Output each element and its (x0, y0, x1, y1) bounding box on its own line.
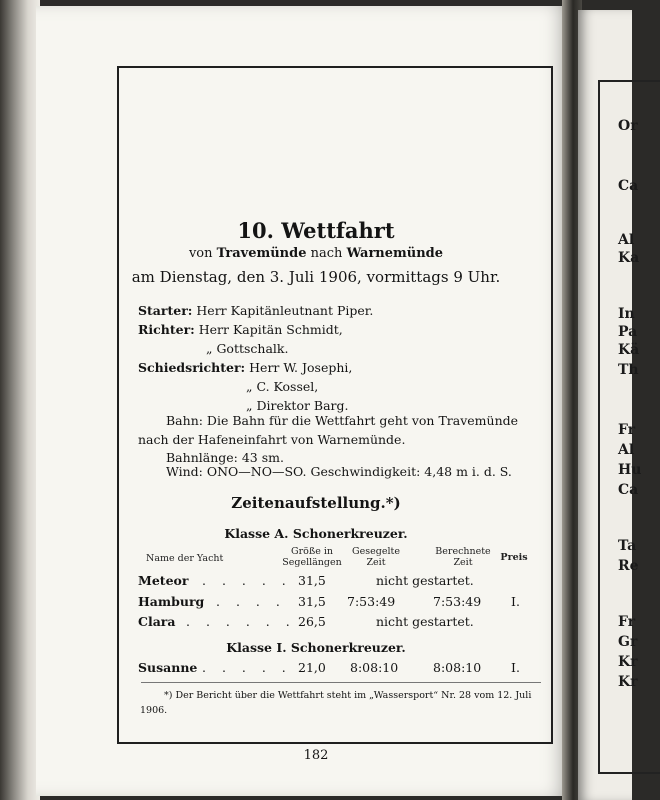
right-page-letter: Ca (618, 178, 639, 194)
right-page-letter: In (618, 306, 635, 322)
table-row-name: Hamburg (138, 594, 205, 609)
starter-label: Starter: (138, 303, 193, 318)
page-number: 182 (303, 748, 329, 763)
bahn-line-2: nach der Hafeneinfahrt von Warnemünde. (138, 432, 406, 447)
klasse-a-heading: Klasse A. Schonerkreuzer. (224, 526, 408, 541)
route-mid: nach (310, 246, 343, 261)
route-to: Warnemünde (346, 246, 444, 261)
route-from: Travemünde (216, 246, 307, 261)
right-page-letter: Al (618, 442, 635, 458)
table-row-dots: . . . . (216, 594, 286, 609)
table-row-name: Meteor (138, 573, 189, 588)
footnote: *) Der Bericht über die Wettfahrt steht im „Wassersport“ Nr. 28 vom 12. Juli 1906. (140, 690, 532, 716)
route-prefix: von (188, 246, 213, 261)
table-row-size: 31,5 (298, 573, 326, 588)
table-row-dots: . . . . . (202, 573, 292, 588)
right-page-letter: Th (618, 362, 639, 378)
bahn-line-1: Bahn: Die Bahn für die Wettfahrt geht von Travemünde (166, 413, 519, 428)
right-page-letter: Fr (618, 422, 636, 438)
schiedsrichter-label: Schiedsrichter: (138, 360, 246, 375)
bahnlaenge-line: Bahnlänge: 43 sm. (166, 450, 284, 465)
right-page-letter: Kä (618, 342, 640, 358)
table-row-dots: . . . . . . (186, 614, 296, 629)
right-page-letter: Fr (618, 614, 636, 630)
table-row-dots: . . . . . (202, 660, 292, 675)
right-page-letter: Al (618, 232, 635, 248)
col-header-gesegelte: Gesegelte Zeit (352, 546, 400, 568)
schiedsrichter-value: Herr W. Josephi, (249, 360, 353, 375)
table-row-size: 31,5 (298, 594, 326, 609)
page-title: 10. Wettfahrt (237, 218, 395, 243)
route-line (0, 246, 632, 261)
table-row-prize: I. (511, 594, 520, 609)
wind-line: Wind: ONO—NO—SO. Geschwindigkeit: 4,48 m i. d. S. (166, 464, 512, 479)
schiedsrichter-line-3: „ Direktor Barg. (246, 398, 349, 413)
table-row-prize: I. (511, 660, 520, 675)
schiedsrichter-line (138, 360, 352, 375)
table-row-calc: 7:53:49 (433, 594, 482, 609)
table-row-calc: 8:08:10 (433, 660, 482, 675)
richter-value: Herr Kapitän Schmidt, (198, 322, 343, 337)
starter-line (138, 303, 373, 318)
date-line: am Dienstag, den 3. Juli 1906, vormittags 9 Uhr. (131, 268, 501, 286)
zeitenaufstellung-title: Zeitenaufstellung.*) (231, 494, 401, 512)
schiedsrichter-line-2: „ C. Kossel, (246, 379, 319, 394)
col-header-groesse: Größe in Segellängen (282, 546, 342, 568)
table-row-name: Clara (138, 614, 176, 629)
table-row-status: nicht gestartet. (376, 614, 474, 629)
table-row-sailed: 8:08:10 (350, 660, 399, 675)
right-page-letter: Pa (618, 324, 638, 340)
starter-value: Herr Kapitänleutnant Piper. (196, 303, 374, 318)
table-row-size: 21,0 (298, 660, 326, 675)
right-page-letter: Or (618, 118, 638, 134)
richter-line-2: „ Gottschalk. (206, 341, 289, 356)
book-edge-left (0, 0, 40, 800)
richter-label: Richter: (138, 322, 195, 337)
table-row-sailed: 7:53:49 (347, 594, 396, 609)
right-page-letter: Ta (618, 538, 637, 554)
table-row-status: nicht gestartet. (376, 573, 474, 588)
table-row-name: Susanne (138, 660, 198, 675)
right-page-letter: Hu (618, 462, 642, 478)
right-page-letter: Ca (618, 482, 639, 498)
right-page-letter: Kr (618, 654, 638, 670)
right-page-letter: Re (618, 558, 639, 574)
right-page-letter: Kr (618, 674, 638, 690)
footnote-divider (141, 682, 541, 683)
col-header-berechnete: Berechnete Zeit (435, 546, 491, 568)
richter-line (138, 322, 343, 337)
right-page-letter: Gr (618, 634, 638, 650)
col-header-preis: Preis (500, 552, 528, 563)
klasse-i-heading: Klasse I. Schonerkreuzer. (226, 640, 406, 655)
right-page-letter: Ka (618, 250, 640, 266)
col-header-name: Name der Yacht (146, 553, 224, 564)
table-row-size: 26,5 (298, 614, 326, 629)
